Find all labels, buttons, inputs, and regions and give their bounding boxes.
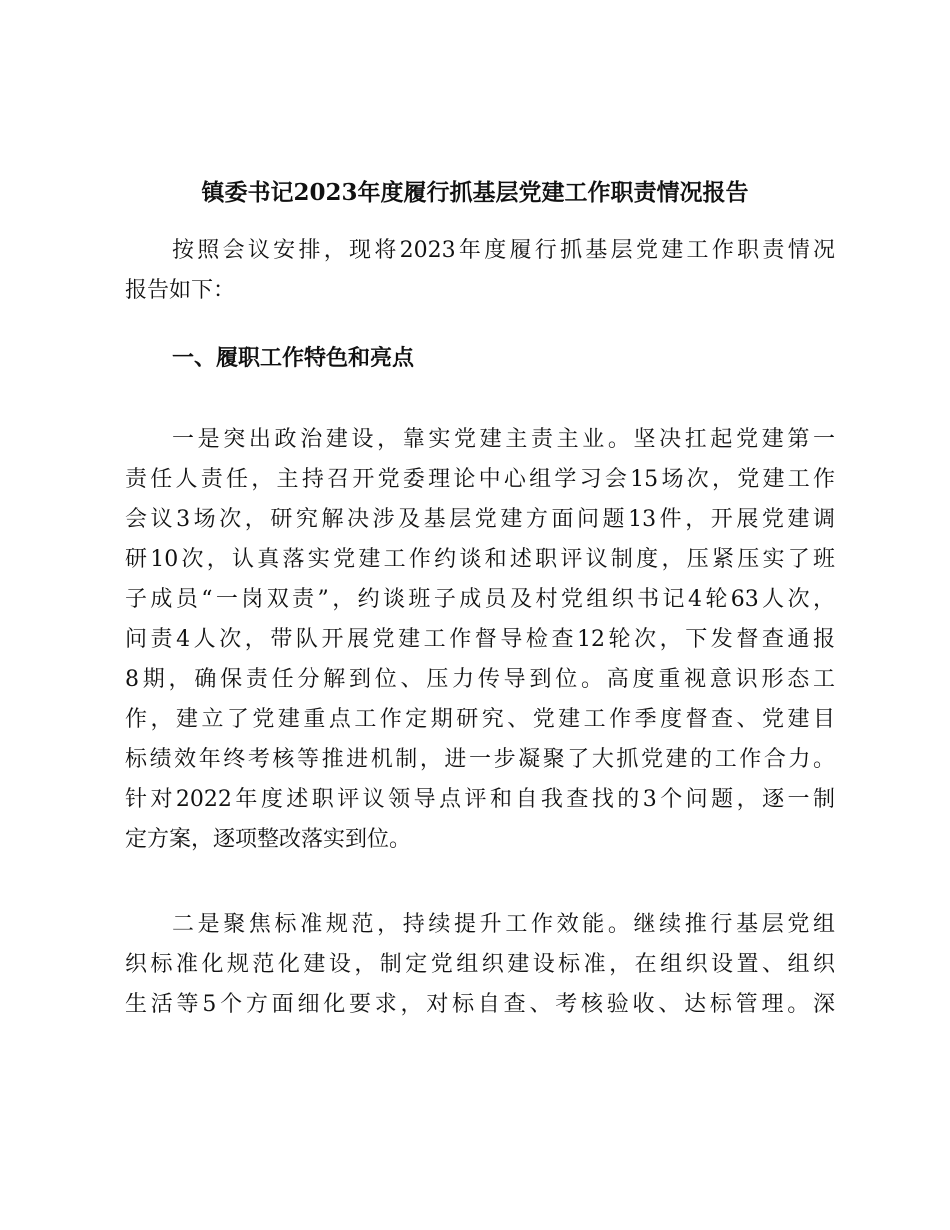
text-line: 织标准化规范化建设，制定党组织建设标准，在组织设置、组织 bbox=[125, 952, 835, 977]
text-line: 报告如下： bbox=[125, 278, 236, 303]
text-line: 二是聚焦标准规范，持续提升工作效能。继续推行基层党组 bbox=[172, 912, 835, 937]
text-line: 一是突出政治建设，靠实党建主责主业。坚决扛起党建第一 bbox=[172, 427, 835, 452]
text-line: 定方案，逐项整改落实到位。 bbox=[125, 827, 412, 852]
text-line: 生活等5个方面细化要求，对标自查、考核验收、达标管理。深 bbox=[125, 992, 835, 1017]
text-line: 8期，确保责任分解到位、压力传导到位。高度重视意识形态工 bbox=[125, 667, 835, 692]
text-line: 责任人责任，主持召开党委理论中心组学习会15场次，党建工作 bbox=[125, 467, 835, 492]
text-line: 会议3场次，研究解决涉及基层党建方面问题13件，开展党建调 bbox=[125, 507, 835, 532]
text-line: 针对2022年度述职评议领导点评和自我查找的3个问题，逐一制 bbox=[125, 787, 835, 812]
document-title: 镇委书记2023年度履行抓基层党建工作职责情况报告 bbox=[201, 179, 749, 206]
text-line: 问责4人次，带队开展党建工作督导检查12轮次，下发督查通报 bbox=[125, 627, 835, 652]
text-line: 研10次，认真落实党建工作约谈和述职评议制度，压紧压实了班 bbox=[125, 547, 835, 572]
text-line: 按照会议安排，现将2023年度履行抓基层党建工作职责情况 bbox=[172, 238, 835, 263]
text-line: 标绩效年终考核等推进机制，进一步凝聚了大抓党建的工作合力。 bbox=[125, 747, 835, 772]
section-heading: 一、履职工作特色和亮点 bbox=[172, 346, 415, 371]
text-line: 子成员“一岗双责”，约谈班子成员及村党组织书记4轮63人次， bbox=[125, 587, 835, 612]
text-line: 作，建立了党建重点工作定期研究、党建工作季度督查、党建目 bbox=[125, 707, 835, 732]
